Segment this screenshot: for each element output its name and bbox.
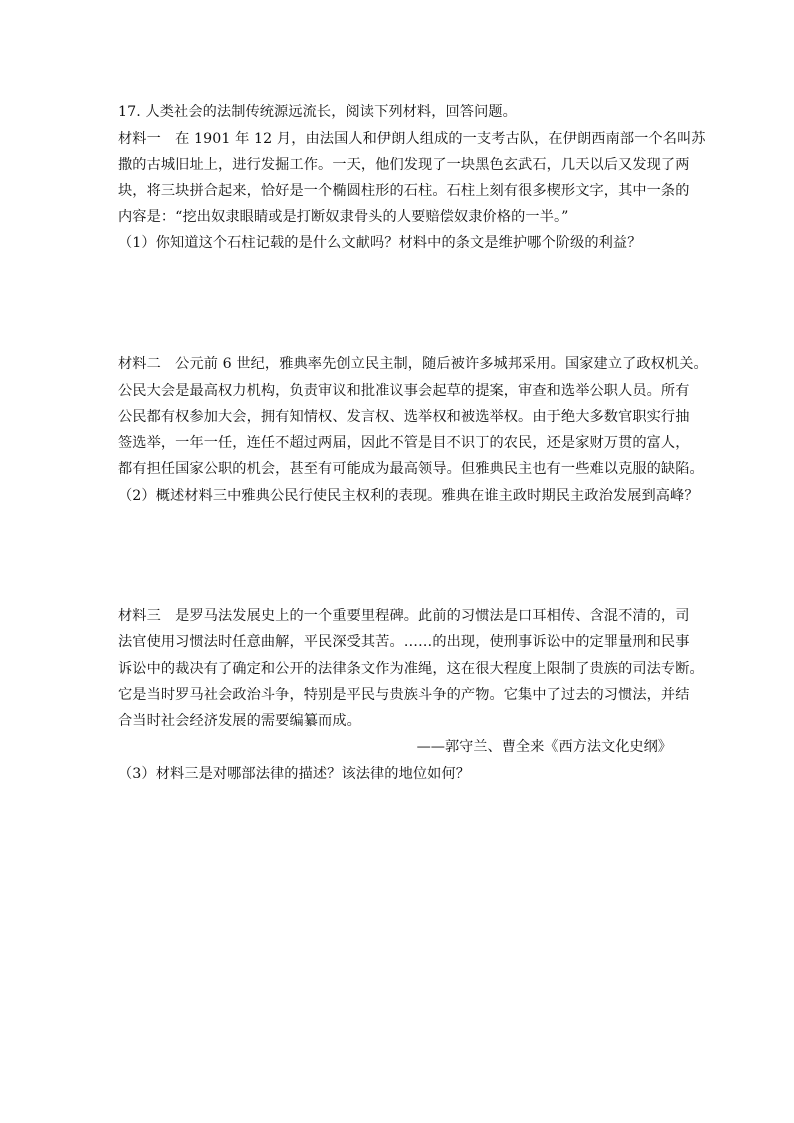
- material3-line: 它是当时罗马社会政治斗争，特别是平民与贵族斗争的产物。它集中了过去的习惯法，并结: [118, 687, 690, 703]
- question-3: （3）材料三是对哪部法律的描述？该法律的地位如何？: [118, 766, 471, 782]
- material2-line: 公民都有权参加大会，拥有知情权、发言权、选举权和被选举权。由于绝大多数官职实行抽: [118, 409, 690, 425]
- material2-line: 签选举，一年一任，连任不超过两届，因此不管是目不识丁的农民，还是家财万贯的富人，: [118, 435, 690, 451]
- material3-source: ——郭守兰、曹全来《西方法文化史纲》: [416, 739, 672, 755]
- material3-line: 法官使用习惯法时任意曲解，平民深受其苦。……的出现，使刑事诉讼中的定罪量刑和民事: [118, 634, 690, 650]
- material1-line: 撒的古城旧址上，进行发掘工作。一天，他们发现了一块黑色玄武石，几天以后又发现了两: [118, 157, 690, 173]
- material3-line: 材料三 是罗马法发展史上的一个重要里程碑。此前的习惯法是口耳相传、含混不清的，司: [118, 608, 690, 624]
- material1-line: 内容是：“挖出奴隶眼睛或是打断奴隶骨头的人要赔偿奴隶价格的一半。”: [118, 209, 569, 225]
- material2-line: 公民大会是最高权力机构，负责审议和批准议事会起草的提案，审查和选举公职人员。所有: [118, 383, 690, 399]
- question-intro: 17. 人类社会的法制传统源远流长，阅读下列材料，回答问题。: [118, 104, 517, 120]
- material3-line: 诉讼中的裁决有了确定和公开的法律条文作为准绳，这在很大程度上限制了贵族的司法专断。: [118, 661, 704, 677]
- question-1: （1）你知道这个石柱记载的是什么文献吗？材料中的条文是维护哪个阶级的利益？: [118, 235, 642, 251]
- question-2: （2）概述材料三中雅典公民行使民主权利的表现。雅典在谁主政时期民主政治发展到高峰？: [118, 488, 699, 504]
- material3-line: 合当时社会经济发展的需要编纂而成。: [118, 713, 361, 729]
- material1-line: 块，将三块拼合起来，恰好是一个椭圆柱形的石柱。石柱上刻有很多楔形文字，其中一条的: [118, 183, 690, 199]
- material2-line: 材料二 公元前 6 世纪，雅典率先创立民主制，随后被许多城邦采用。国家建立了政权机关。: [118, 356, 708, 372]
- material1-line: 材料一 在 1901 年 12 月，由法国人和伊朗人组成的一支考古队，在伊朗西南部一个名叫苏: [118, 131, 706, 147]
- material2-line: 都有担任国家公职的机会，甚至有可能成为最高领导。但雅典民主也有一些难以克服的缺陷。: [118, 461, 704, 477]
